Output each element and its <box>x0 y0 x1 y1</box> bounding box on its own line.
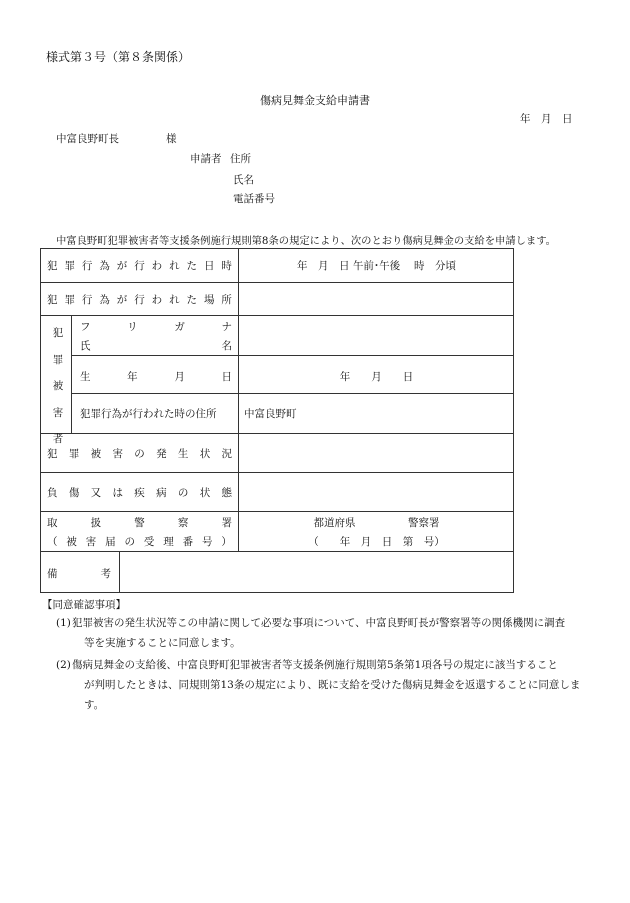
birthdate-label: 生 年 月 日 <box>80 371 232 383</box>
crime-place-field[interactable] <box>239 283 513 315</box>
damage-status-field[interactable] <box>239 434 513 472</box>
form-number: 様式第３号（第８条関係） <box>46 50 191 64</box>
remarks-label: 備 考 <box>47 568 111 580</box>
injury-status-field[interactable] <box>239 473 513 511</box>
address-at-time-label: 犯罪行為が行われた時の住所 <box>80 408 217 420</box>
victim-name-field[interactable] <box>239 316 513 355</box>
table-border-left <box>40 248 41 593</box>
injury-status-label: 負 傷 又 は 疾 病 の 状 態 <box>47 487 232 499</box>
victim-label: 犯 罪 被 害 者 <box>52 327 64 445</box>
crime-datetime-label: 犯 罪 行 為 が 行 わ れ た 日 時 <box>47 260 232 272</box>
victim-column-divider <box>71 315 72 433</box>
row-rule <box>71 393 514 394</box>
birthdate-field[interactable]: 年 月 日 <box>339 371 414 383</box>
consent-item-2 <box>56 655 580 715</box>
report-number-label: （ 被 害 届 の 受 理 番 号 ） <box>47 536 232 548</box>
addressee <box>56 131 177 146</box>
consent-item-line: 等を実施することに同意します。 <box>84 637 241 649</box>
consent-heading: 【同意確認事項】 <box>42 599 126 611</box>
consent-item-line: す。 <box>84 699 105 711</box>
consent-item-line: が判明したときは、同規則第13条の規定により、既に支給を受けた傷病見舞金を返還することに同意しま <box>84 679 581 691</box>
addressee-honorific: 様 <box>166 133 177 145</box>
damage-status-label: 犯 罪 被 害 の 発 生 状 況 <box>47 448 232 460</box>
consent-item-line: 傷病見舞金の支給後、中富良野町犯罪被害者等支援条例施行規則第5条第1項各号の規定に該当すること <box>72 659 558 671</box>
report-number-field[interactable]: （ 年 月 日 第 号） <box>308 536 445 548</box>
addressee-name: 中富良野町長 <box>56 133 119 145</box>
consent-item-line: 犯罪被害の発生状況等この申請に関して必要な事項について、中富良野町長が警察署等の関係機関に調査 <box>72 617 566 629</box>
applicant-label: 申請者 <box>190 153 222 165</box>
crime-datetime-field[interactable]: 年 月 日 午前･午後 時 分頃 <box>297 260 456 272</box>
consent-item-1 <box>56 613 565 653</box>
table-border-top <box>40 248 514 249</box>
application-date: 年 月 日 <box>520 113 573 125</box>
remarks-field[interactable] <box>120 552 513 592</box>
furigana-label: フ リ ガ ナ <box>80 321 232 333</box>
applicant-address-label: 住所 <box>230 153 251 165</box>
consent-item-number: (1) <box>56 617 71 629</box>
police-field[interactable]: 都道府県 警察署 <box>313 517 440 529</box>
police-label: 取 扱 警 察 署 <box>47 517 232 529</box>
name-label: 氏 名 <box>80 340 232 352</box>
applicant-name-label: 氏名 <box>233 174 254 186</box>
intro-statement: 中富良野町犯罪被害者等支援条例施行規則第8条の規定により、次のとおり傷病見舞金の支給を申請します。 <box>56 235 556 247</box>
applicant-phone-label: 電話番号 <box>233 193 275 205</box>
table-border-bottom <box>40 592 514 593</box>
consent-item-number: (2) <box>56 659 71 671</box>
row-rule <box>40 511 514 512</box>
crime-place-label: 犯 罪 行 為 が 行 わ れ た 場 所 <box>47 294 232 306</box>
row-rule <box>71 355 514 356</box>
document-title: 傷病見舞金支給申請書 <box>260 94 370 107</box>
address-at-time-field[interactable]: 中富良野町 <box>244 408 297 420</box>
